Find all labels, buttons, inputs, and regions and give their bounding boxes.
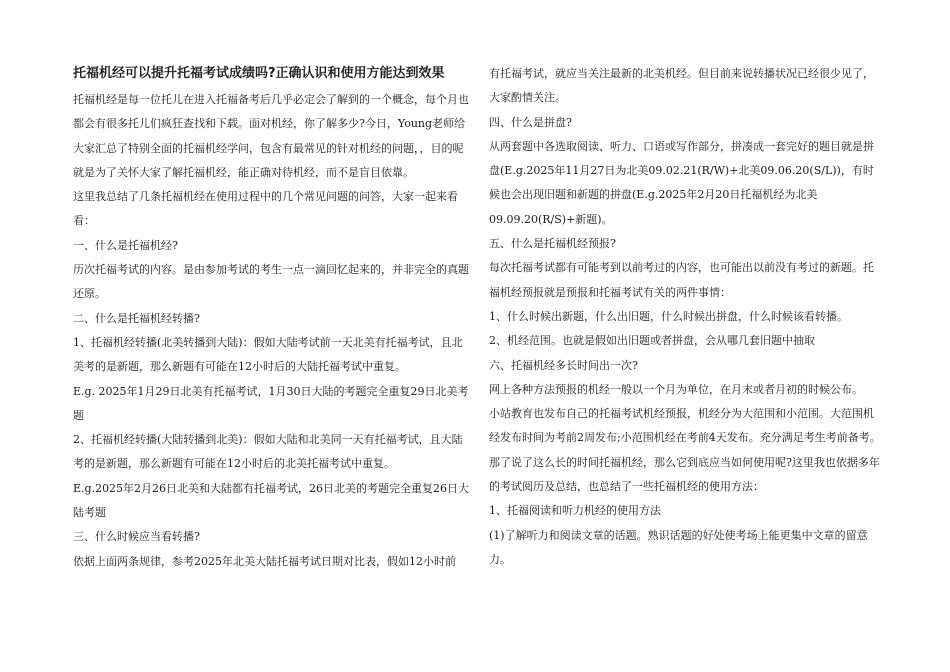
right-paragraph: 2、机经范围。也就是假如出旧题或者拼盘，会从哪几套旧题中抽取 xyxy=(489,334,815,348)
right-paragraph: 那了说了这么长的时间托福机经，那么它到底应当如何使用呢?这里我也依据多年的考试阅历及总结，也总结了一些托福机经的使用方法： xyxy=(489,455,880,494)
right-paragraph: 从两套题中各选取阅读、听力、口语或写作部分，拼凑成一套完好的题目就是拼盘(E.g.2025年11月27日为北美09.02.21(R/W)+北美09.06.20(S/L))，有时候也会出现旧题和新题的拼盘(E.g.2025年2月20日托福机经为北美09.09.20(R/S)+新题)。 xyxy=(489,139,874,226)
left-paragraph: E.g. 2025年1月29日北美有托福考试，1月30日大陆的考题完全重复29日北美考题 xyxy=(73,384,469,422)
right-paragraph: 小站教育也发布自己的托福考试机经预报，机经分为大范围和小范围。大范围机经发布时间为考前2周发布;小范围机经在考前4天发布。充分满足考生考前备考。 xyxy=(489,407,881,445)
right-column xyxy=(489,62,881,572)
section-heading: 一、什么是托福机经? xyxy=(73,238,178,252)
section-heading: 三、什么时候应当看转播? xyxy=(73,530,200,544)
left-paragraph: 历次托福考试的内容。是由参加考试的考生一点一滴回忆起来的，并非完全的真题还原。 xyxy=(73,263,469,301)
right-paragraph: 1、什么时候出新题，什么出旧题，什么时候出拼盘，什么时候该看转播。 xyxy=(489,309,848,323)
section-heading: 四、什么是拼盘? xyxy=(489,115,572,129)
left-paragraph: 2、托福机经转播(大陆转播到北美)：假如大陆和北美同一天有托福考试，且大陆考的是新题，那么新题有可能在12小时后的北美托福考试中重复。 xyxy=(73,433,463,471)
left-paragraph: 托福机经是每一位托儿在进入托福备考后几乎必定会了解到的一个概念，每个月也都会有很多托儿们疯狂查找和下载。面对机经，你了解多少?今日，Young老师给大家汇总了特别全面的托福机经学问，包含有最常见的针对机经的问题，，目的呢就是为了关怀大家了解托福机经，能正确对待机经，而不是盲目依靠。 xyxy=(73,93,469,179)
right-paragraph: 有托福考试，就应当关注最新的北美机经。但目前来说转播状况已经很少见了，大家酌情关注。 xyxy=(489,67,874,105)
left-paragraph: 1、托福机经转播(北美转播到大陆)：假如大陆考试前一天北美有托福考试，且北美考的是新题，那么新题有可能在12小时后的大陆托福考试中重复。 xyxy=(73,335,463,374)
section-heading: 五、什么是托福机经预报? xyxy=(489,237,616,251)
section-heading: 1、托福阅读和听力机经的使用方法 xyxy=(489,504,661,518)
left-column xyxy=(73,62,473,574)
section-heading: 六、托福机经多长时间出一次? xyxy=(489,358,638,372)
right-paragraph: (1)了解听力和阅读文章的话题。熟识话题的好处使考场上能更集中文章的留意力。 xyxy=(489,528,868,566)
left-paragraph: E.g.2025年2月26日北美和大陆都有托福考试，26日北美的考题完全重复26日大陆考题 xyxy=(73,481,470,520)
left-paragraph: 这里我总结了几条托福机经在使用过程中的几个常见问题的问答，大家一起来看看： xyxy=(73,190,458,228)
right-paragraph: 每次托福考试都有可能考到以前考过的内容，也可能出以前没有考过的新题。托福机经预报就是预报和托福考试有关的两件事情： xyxy=(489,261,874,299)
section-heading: 二、什么是托福机经转播? xyxy=(73,311,200,325)
document-title: 托福机经可以提升托福考试成绩吗?正确认识和使用方能达到效果 xyxy=(73,66,445,81)
left-paragraph: 依据上面两条规律，参考2025年北美大陆托福考试日期对比表，假如12小时前 xyxy=(73,554,456,568)
right-paragraph: 网上各种方法预报的机经一般以一个月为单位，在月末或者月初的时候公布。 xyxy=(489,382,863,396)
